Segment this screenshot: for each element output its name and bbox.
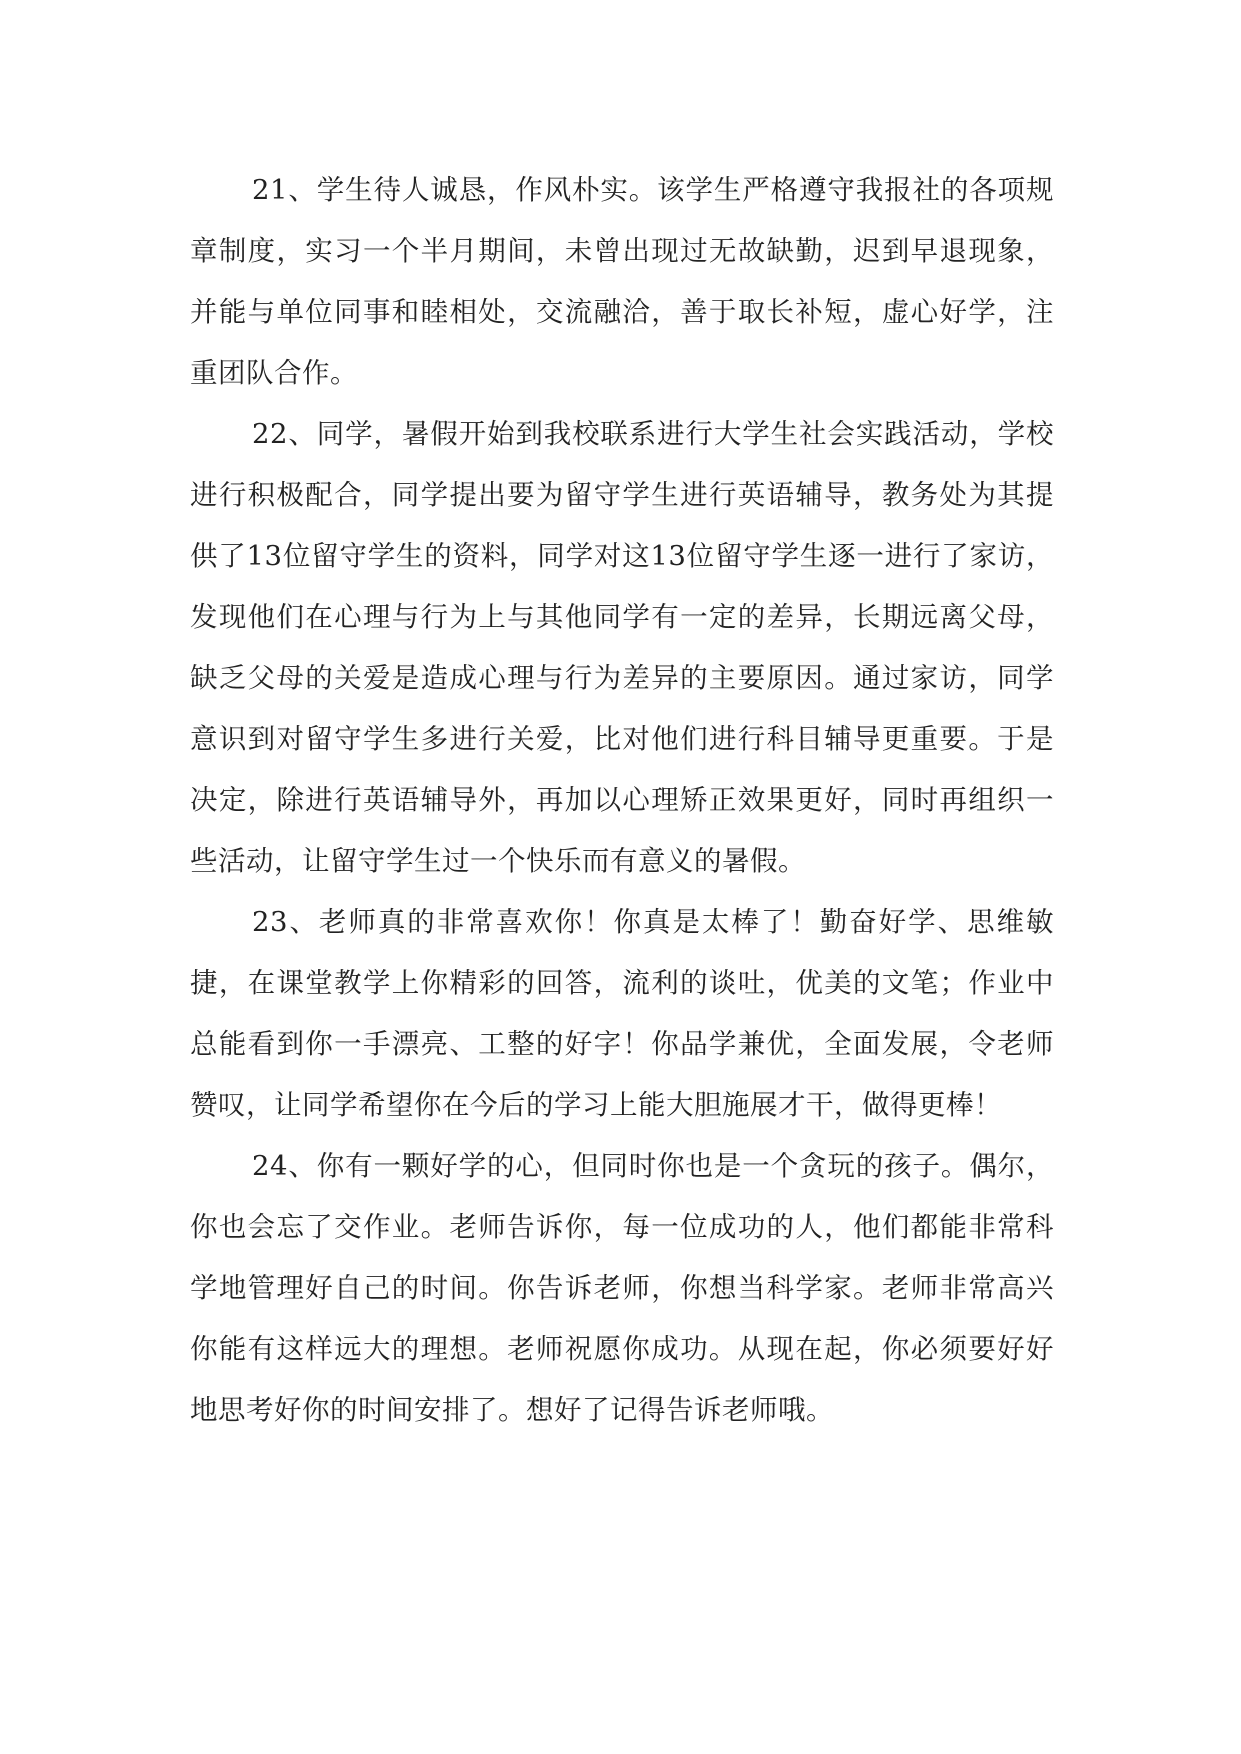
- document-body: [190, 160, 1054, 1441]
- paragraph-24: 24、你有一颗好学的心，但同时你也是一个贪玩的孩子。偶尔，你也会忘了交作业。老师告诉你，每一位成功的人，他们都能非常科学地管理好自己的时间。你告诉老师，你想当科学家。老师非常高兴你能有这样远大的理想。老师祝愿你成功。从现在起，你必须要好好地思考好你的时间安排了。想好了记得告诉老师哦。: [190, 1150, 1054, 1426]
- paragraph-22: 22、同学，暑假开始到我校联系进行大学生社会实践活动，学校进行积极配合，同学提出要为留守学生进行英语辅导，教务处为其提供了13位留守学生的资料，同学对这13位留守学生逐一进行了家访，发现他们在心理与行为上与其他同学有一定的差异，长期远离父母，缺乏父母的关爱是造成心理与行为差异的主要原因。通过家访，同学意识到对留守学生多进行关爱，比对他们进行科目辅导更重要。于是决定，除进行英语辅导外，再加以心理矫正效果更好，同时再组织一些活动，让留守学生过一个快乐而有意义的暑假。: [190, 418, 1054, 877]
- paragraph-21: 21、学生待人诚恳，作风朴实。该学生严格遵守我报社的各项规章制度，实习一个半月期间，未曾出现过无故缺勤，迟到早退现象，并能与单位同事和睦相处，交流融洽，善于取长补短，虚心好学，注重团队合作。: [190, 174, 1054, 389]
- paragraph-23: 23、老师真的非常喜欢你！你真是太棒了！勤奋好学、思维敏捷，在课堂教学上你精彩的回答，流利的谈吐，优美的文笔；作业中总能看到你一手漂亮、工整的好字！你品学兼优，全面发展，令老师赞叹，让同学希望你在今后的学习上能大胆施展才干，做得更棒！: [190, 906, 1054, 1121]
